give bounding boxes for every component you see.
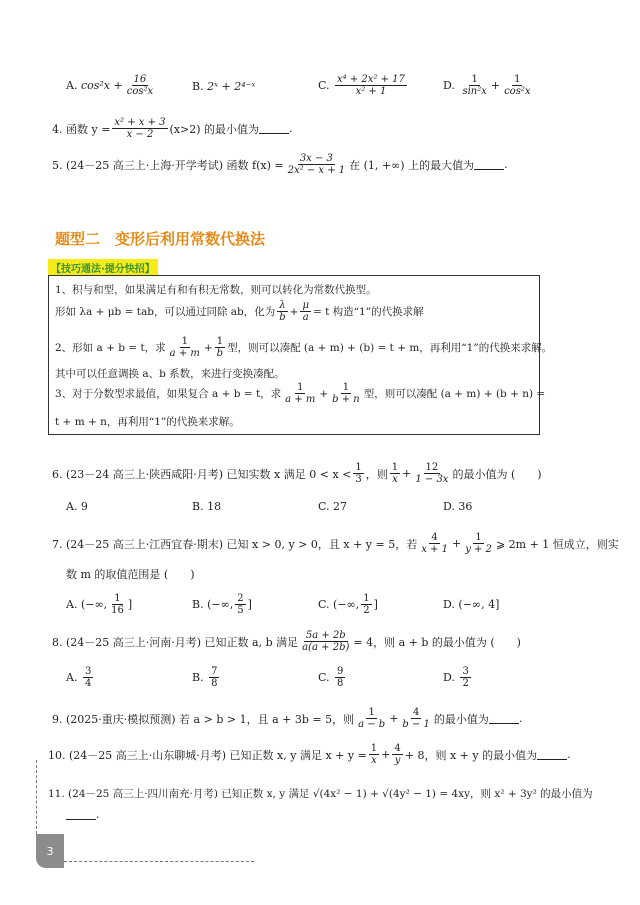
option-expr: ]	[247, 598, 252, 611]
fraction	[335, 666, 345, 689]
frac-den: x² + 1	[355, 86, 387, 97]
frac-den: 2	[462, 678, 469, 689]
frac-num: 3	[84, 666, 92, 677]
frac-den: a(a + 2b)	[302, 642, 350, 653]
question-text: 在 (1, +∞) 上的最大值为	[349, 158, 475, 172]
q8-option-d	[443, 666, 473, 689]
fraction	[83, 666, 93, 689]
fraction	[390, 462, 400, 485]
question-7	[52, 532, 619, 555]
tip-text: 型，则可以凑配 (a + m) + (b + n) =	[363, 388, 546, 400]
q3-option-b	[192, 80, 255, 93]
plus-sign: +	[381, 748, 391, 761]
answer-blank	[474, 159, 504, 170]
frac-den: y	[394, 755, 401, 766]
fraction	[460, 666, 470, 689]
frac-den: a + m	[285, 394, 316, 405]
fraction	[400, 707, 432, 730]
fraction	[286, 153, 348, 176]
frac-den: 1 − 3x	[415, 474, 449, 485]
q6-option-c: C. 27	[318, 500, 348, 513]
fraction	[168, 336, 202, 359]
frac-num: 12	[425, 462, 439, 473]
option-label: D.	[443, 79, 455, 92]
frac-den: 3	[355, 474, 362, 485]
question-10	[48, 743, 571, 766]
q3-option-d	[443, 74, 534, 97]
fraction	[109, 593, 126, 616]
plus-sign: +	[389, 712, 399, 725]
fraction	[125, 74, 155, 97]
frac-num: 1	[370, 743, 378, 754]
question-text: 7. (24－25 高三上·江西宜春·期末) 已知 x > 0, y > 0，且 x + y = 5，若	[52, 537, 418, 551]
option-label: A.	[66, 598, 78, 611]
question-4	[52, 117, 293, 140]
period: .	[96, 808, 100, 821]
frac-num: 16	[133, 74, 147, 85]
fraction	[215, 336, 225, 359]
tip-line-1: 1、积与和型，如果满足有和有积无常数，则可以转化为常数代换型。	[55, 284, 377, 296]
tips-box	[48, 275, 553, 435]
frac-num: 2	[237, 593, 244, 604]
frac-den: sin²x	[462, 86, 487, 97]
fraction	[283, 382, 317, 405]
tip-line-5	[55, 382, 545, 405]
frac-num: 1	[475, 532, 482, 543]
frac-den: b − 1	[402, 719, 430, 730]
q7-option-d: D. (−∞, 4]	[443, 598, 500, 611]
frac-den: x	[392, 474, 398, 485]
frac-den: 16	[111, 605, 124, 616]
q7-option-a	[66, 593, 132, 616]
frac-den: 4	[84, 678, 92, 689]
option-expr: (−∞,	[80, 598, 108, 611]
question-text: 9. (2025·重庆·模拟预测) 若 a > b > 1，且 a + 3b = 5，则	[52, 712, 355, 726]
frac-den: 2x² − x + 1	[287, 165, 346, 176]
option-label: C.	[318, 671, 330, 684]
frac-den: 2	[363, 605, 370, 616]
question-text: 5. (24－25 高三上·上海·开学考试) 函数 f(x) =	[52, 158, 284, 172]
option-label: A.	[66, 671, 78, 684]
question-text: = 4，则 a + b 的最小值为 ( )	[353, 635, 521, 649]
frac-num: 1	[368, 707, 375, 718]
frac-num: 1	[471, 74, 478, 85]
frac-num: 1	[114, 593, 121, 604]
fraction	[112, 117, 167, 140]
frac-num: 1	[391, 462, 399, 473]
question-8	[52, 630, 521, 653]
frac-den: x + 1	[421, 544, 448, 555]
frac-den: y + 2	[465, 544, 492, 555]
frac-num: 7	[211, 666, 218, 677]
frac-den: a	[302, 312, 309, 323]
frac-den: x	[371, 755, 377, 766]
plus-sign: +	[289, 305, 299, 318]
frac-den: a + m	[169, 348, 200, 359]
fraction	[335, 74, 407, 97]
frac-num: λ	[279, 300, 286, 311]
tip-tag: 【技巧通法·提分快招】	[48, 259, 158, 276]
fraction	[460, 74, 488, 97]
frac-num: 1	[216, 336, 224, 347]
plus-sign: +	[402, 467, 412, 480]
q6-option-d: D. 36	[443, 500, 473, 513]
fraction	[419, 532, 450, 555]
option-expr: ]	[373, 598, 378, 611]
option-label: C.	[318, 598, 330, 611]
frac-num: 9	[337, 666, 344, 677]
fraction	[356, 707, 387, 730]
q6-option-a: A. 9	[66, 500, 88, 513]
period: .	[504, 158, 508, 171]
question-text: 4. 函数 y =	[52, 122, 111, 136]
question-text: 10. (24－25 高三上·山东聊城·月考) 已知正数 x, y 满足 x + y =	[48, 748, 367, 762]
fraction	[235, 593, 245, 616]
fraction	[392, 743, 402, 766]
fraction	[209, 666, 219, 689]
question-9	[52, 707, 522, 730]
frac-den: b + n	[332, 394, 360, 405]
tip-line-2	[55, 300, 424, 323]
answer-blank	[489, 713, 519, 724]
plus-sign: +	[490, 79, 501, 92]
frac-num: 3	[462, 666, 469, 677]
section-title: 题型二 变形后利用常数代换法	[55, 230, 266, 248]
tip-text: 3、对于分数型求最值，如果复合 a + b = t，求	[55, 388, 282, 400]
question-text: 的最小值为 ( )	[452, 467, 542, 481]
frac-den: cos²x	[504, 86, 531, 97]
q8-option-c	[318, 666, 347, 689]
option-label: D.	[443, 671, 455, 684]
option-expr: (−∞,	[333, 598, 360, 611]
question-text: (x>2) 的最小值为	[169, 122, 260, 136]
question-11-line2	[66, 808, 100, 821]
option-label: C.	[318, 79, 330, 92]
answer-blank	[66, 809, 96, 820]
q3-option-c	[318, 74, 409, 97]
q7-option-b	[192, 593, 252, 616]
frac-den: a − b	[358, 719, 386, 730]
tip-line-4: 其中可以任意调换 a、b 系数，来进行变换凑配。	[55, 368, 285, 380]
tip-text: 形如 λa + μb = tab，可以通过同除 ab，化为	[55, 306, 276, 318]
tip-line-6: t + m + n，再利用“1”的代换来求解。	[55, 416, 240, 428]
option-expr: cos²x +	[80, 79, 123, 92]
frac-num: x⁴ + 2x² + 17	[337, 74, 405, 85]
option-label: B.	[192, 598, 204, 611]
frac-num: 1	[342, 382, 350, 393]
period: .	[289, 122, 293, 135]
plus-sign: +	[451, 537, 462, 550]
footer-dashed-line-vertical	[36, 760, 37, 834]
frac-den: 8	[337, 678, 344, 689]
fraction	[330, 382, 362, 405]
question-5	[52, 153, 508, 176]
tip-text: = t 构造“1”的代换求解	[312, 306, 424, 318]
question-text: 6. (23－24 高三上·陕西咸阳·月考) 已知实数 x 满足 0 < x <	[52, 467, 352, 481]
fraction	[361, 593, 371, 616]
footer-dashed-line-horizontal	[64, 861, 254, 862]
frac-num: 4	[412, 707, 420, 718]
option-label: B.	[192, 80, 204, 93]
q6-option-b: B. 18	[192, 500, 222, 513]
frac-num: 4	[394, 743, 401, 754]
question-text: 的最小值为	[433, 712, 489, 726]
question-text: 8. (24－25 高三上·河南·月考) 已知正数 a, b 满足	[52, 635, 299, 649]
option-expr: (−∞,	[207, 598, 234, 611]
fraction	[369, 743, 379, 766]
period: .	[567, 748, 571, 761]
plus-sign: +	[203, 341, 213, 354]
frac-den: b	[279, 312, 286, 323]
fraction	[300, 300, 311, 323]
q8-option-b	[192, 666, 221, 689]
question-text: ，则	[365, 467, 388, 481]
frac-num: x² + x + 3	[114, 117, 166, 128]
frac-num: μ	[302, 300, 309, 311]
q3-option-a	[66, 74, 157, 97]
period: .	[518, 712, 523, 725]
question-11: 11. (24－25 高三上·四川南充·月考) 已知正数 x, y 满足 √(4x² − 1) + √(4y² − 1) = 4xy，则 x² + 3y² 的最小值为	[48, 788, 593, 800]
q7-option-c	[318, 593, 378, 616]
fraction	[277, 300, 287, 323]
tip-text: 2、形如 a + b = t，求	[55, 342, 166, 354]
option-expr: ]	[127, 598, 133, 611]
frac-num: 4	[431, 532, 438, 543]
frac-den: 5	[237, 605, 244, 616]
frac-num: 1	[363, 593, 370, 604]
fraction	[413, 462, 450, 485]
plus-sign: +	[319, 387, 329, 400]
fraction	[300, 630, 351, 653]
option-label: B.	[192, 671, 204, 684]
frac-num: 1	[514, 74, 521, 85]
frac-num: 1	[297, 382, 304, 393]
frac-den: 8	[211, 678, 218, 689]
frac-den: b	[216, 348, 224, 359]
page-number: 3	[36, 834, 64, 868]
option-label: A.	[66, 79, 78, 92]
frac-num: 1	[355, 462, 362, 473]
answer-blank	[259, 123, 289, 134]
answer-blank	[537, 749, 567, 760]
question-6	[52, 462, 542, 485]
frac-num: 5a + 2b	[305, 630, 346, 641]
fraction	[502, 74, 532, 97]
frac-den: x − 2	[126, 129, 154, 140]
q7-line2: 数 m 的取值范围是 ( )	[66, 568, 195, 581]
tip-text: 型，则可以凑配 (a + m) + (b) = t + m，再利用“1”的代换来求解。	[227, 342, 553, 354]
frac-den: cos²x	[126, 86, 154, 97]
tip-line-3	[55, 336, 552, 359]
frac-num: 3x − 3	[299, 153, 333, 164]
frac-num: 1	[181, 336, 188, 347]
fraction	[463, 532, 494, 555]
fraction	[353, 462, 363, 485]
q8-option-a	[66, 666, 95, 689]
question-text: ⩾ 2m + 1 恒成立，则实	[495, 537, 619, 551]
question-text: + 8，则 x + y 的最小值为	[404, 748, 538, 762]
option-expr: 2ˣ + 2⁴⁻ˣ	[207, 80, 256, 93]
